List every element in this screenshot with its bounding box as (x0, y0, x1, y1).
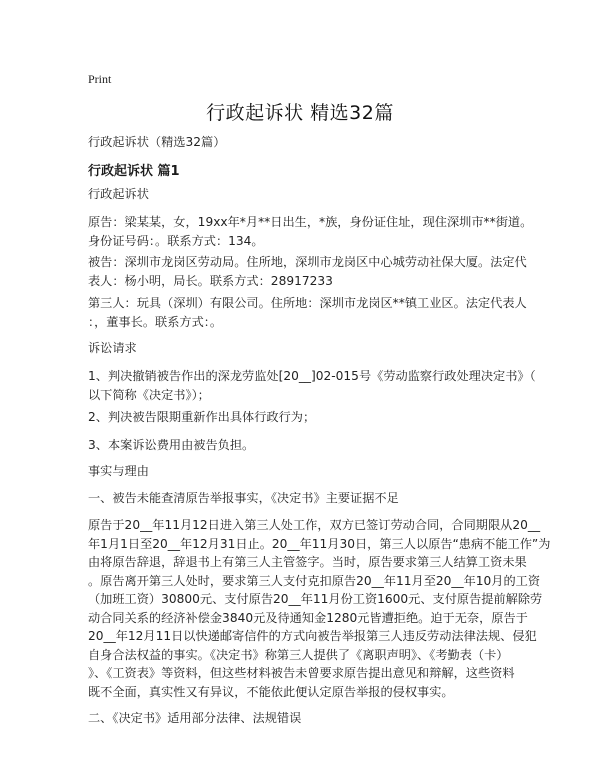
text-line: 》、《工资表》等资料，但这些材料被告未曾要求原告提出意见和辩解，这些资料 (88, 666, 515, 680)
text-line: 1、判决撤销被告作出的深龙劳监处[20__]02-015号《劳动监察行政处理决定书》（ (88, 369, 536, 383)
text-line: 原告：梁某某，女，19xx年*月**日出生，*族，身份证住址，现住深圳市**街道。 (88, 215, 533, 229)
text-line: 身份证号码：。联系方式：134。 (88, 233, 264, 248)
plaintiff-paragraph (88, 213, 533, 250)
document-title: 行政起诉状 精选32篇 (206, 102, 394, 124)
defendant-paragraph (88, 253, 528, 290)
claim-item-2: 2、判决被告限期重新作出具体行政行为； (88, 410, 316, 424)
text-line: 自身合法权益的事实。《决定书》称第三人提供了《离职声明》、《考勤表（卡） (88, 647, 509, 662)
text-line: 第三人：玩具（深圳）有限公司。住所地：深圳市龙岗区**镇工业区。法定代表人 (88, 296, 527, 310)
text-line: 动合同关系的经济补偿金3840元及待通知金1280元皆遭拒绝。迫于无奈，原告于 (88, 610, 528, 625)
text-line: 既不全面，真实性又有异议，不能依此便认定原告举报的侵权事实。 (88, 684, 454, 699)
document-subtitle: 行政起诉状（精选32篇） (88, 135, 226, 149)
text-line: 原告于20__年11月12日进入第三人处工作，双方已签订劳动合同，合同期限从20__ (88, 518, 541, 532)
print-label[interactable]: Print (88, 72, 112, 86)
section-1-heading: 一、被告未能查清原告举报事实，《决定书》主要证据不足 (88, 491, 399, 505)
text-line: 表人：杨小明，局长。联系方式：28917233 (88, 273, 333, 288)
claim-item-3: 3、本案诉讼费用由被告负担。 (88, 438, 255, 452)
text-line: 。原告离开第三人处时，要求第三人支付克扣原告20__年11月至20__年10月的工资 (88, 573, 541, 588)
section-1-body (88, 516, 551, 701)
doc-name: 行政起诉状 (88, 187, 149, 201)
text-line: （加班工资）30800元、支付原告20__年11月份工资1600元、支付原告提前解除劳 (88, 592, 543, 606)
third-party-paragraph (88, 294, 528, 331)
chapter-heading: 行政起诉状 篇1 (88, 164, 180, 179)
section-2-heading: 二、《决定书》适用部分法律、法规错误 (88, 711, 302, 725)
text-line: 被告：深圳市龙岗区劳动局。住所地，深圳市龙岗区中心城劳动社保大厦。法定代 (88, 255, 527, 269)
claim-item-1 (88, 367, 536, 404)
text-line: 20__年12月11日以快递邮寄信件的方式向被告举报第三人违反劳动法律法规、侵犯 (88, 629, 537, 643)
text-line: ：，董事长。联系方式：。 (88, 314, 223, 329)
text-line: 年1月1日至20__年12月31日止。20__年11月30日，第三人以原告“患病不能工作”为 (88, 536, 551, 551)
text-line: 由将原告辞退，辞退书上有第三人主管签字。当时，原告要求第三人结算工资未果 (88, 555, 527, 569)
text-line: 以下简称《决定书》）； (88, 387, 210, 402)
claims-heading: 诉讼请求 (88, 341, 137, 355)
facts-heading: 事实与理由 (88, 464, 149, 478)
